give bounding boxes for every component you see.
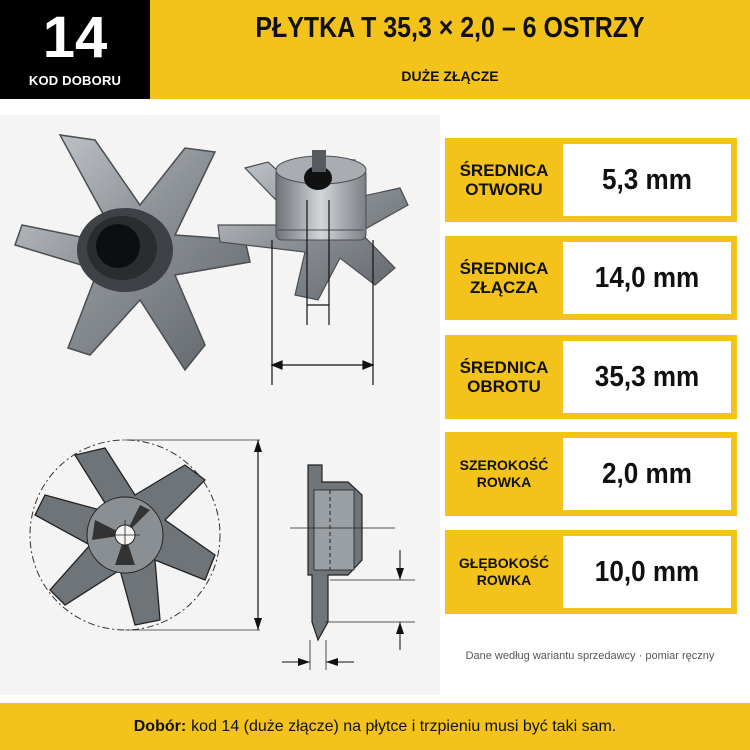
cutter-front-view-drawing [30,440,262,630]
spec-label: ŚREDNICA OTWORU [459,161,549,199]
spec-groove-width [445,432,737,516]
footer-text: kod 14 (duże złącze) na płytce i trzpieniu musi być taki sam. [191,717,617,735]
spec-label: ŚREDNICA ZŁĄCZA [459,259,549,297]
product-illustration [0,115,440,695]
spec-hole-diameter [445,138,737,222]
spec-value: 5,3 mm [563,144,731,216]
spec-value: 2,0 mm [563,438,731,510]
footer-bar [0,703,750,750]
spec-joint-diameter [445,236,737,320]
page-subtitle: DUŻE ZŁĄCZE [401,68,499,84]
data-note: Dane według wariantu sprzedawcy · pomiar ręczny [465,650,715,662]
page-title: PŁYTKA T 35,3 × 2,0 – 6 OSTRZY [255,12,645,44]
product-photo-panel [0,115,440,695]
spec-label: SZEROKOŚĆ ROWKA [459,457,549,490]
spec-value: 35,3 mm [563,341,731,413]
code-number: 14 [42,5,108,70]
code-label: KOD DOBORU [28,73,122,88]
cutter-side-view-drawing [282,465,415,670]
spec-label: GŁĘBOKOŚĆ ROWKA [458,555,550,588]
footer-bold-label: Dobór: [133,717,187,735]
spec-groove-depth [445,530,737,614]
spec-value: 10,0 mm [563,536,731,608]
code-badge [0,0,150,99]
spec-value: 14,0 mm [563,242,731,314]
spec-rotation-diameter [445,335,737,419]
header-bar [0,0,750,99]
cutter-small-photo [218,150,408,300]
cutter-large-photo [15,135,250,370]
spec-label: ŚREDNICA OBROTU [459,358,549,396]
